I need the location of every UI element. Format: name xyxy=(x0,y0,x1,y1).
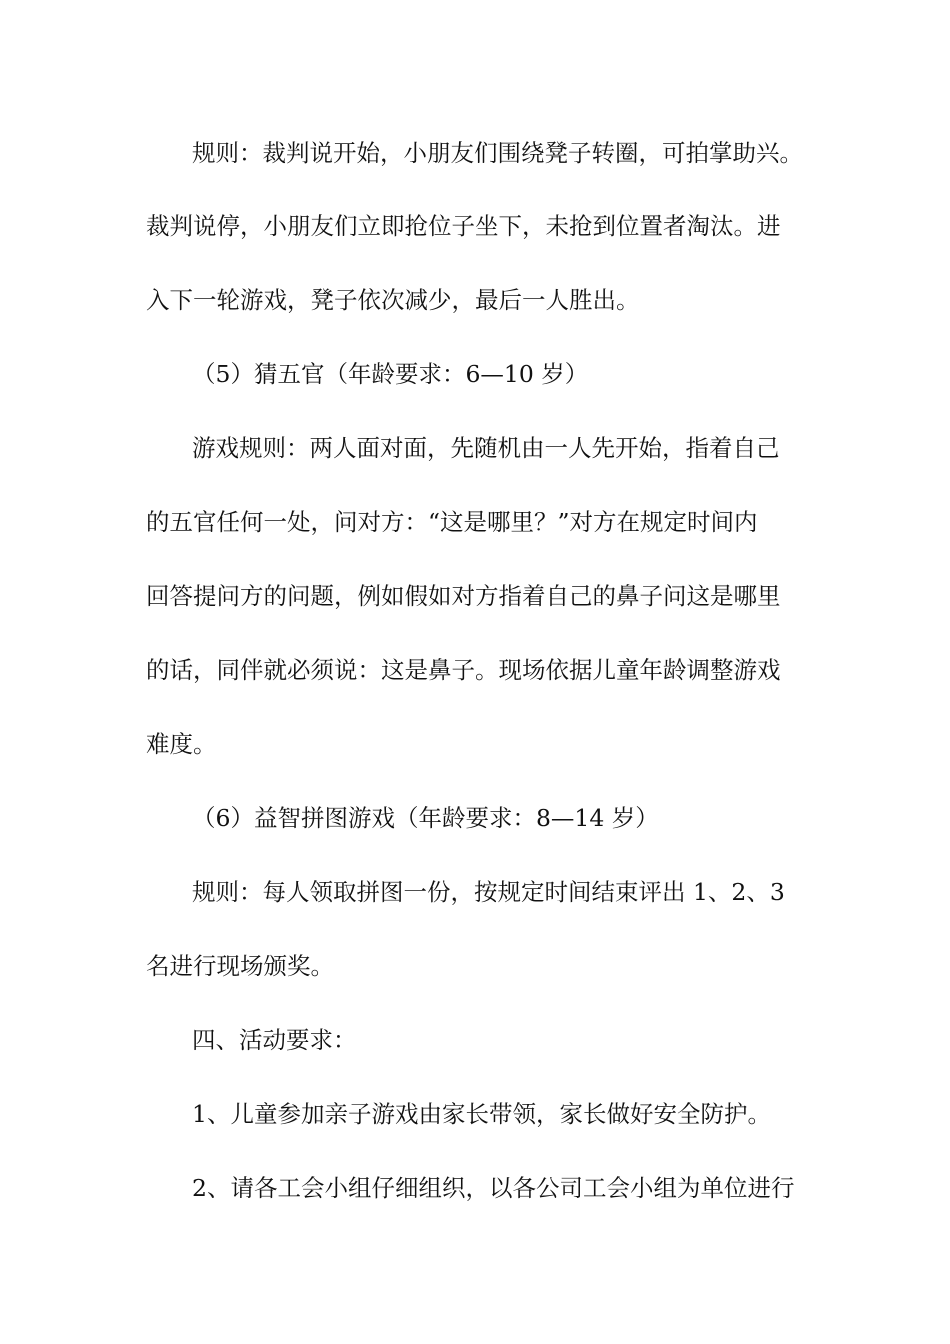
paragraph-line: 游戏规则：两人面对面，先随机由一人先开始，指着自己 xyxy=(192,434,780,462)
paragraph-line: 规则：裁判说开始，小朋友们围绕凳子转圈，可拍掌助兴。 xyxy=(192,139,803,167)
list-item: 1、儿童参加亲子游戏由家长带领，家长做好安全防护。 xyxy=(192,1100,771,1128)
paragraph-line: 回答提问方的问题，例如假如对方指着自己的鼻子问这是哪里 xyxy=(146,582,781,610)
paragraph-line: 规则：每人领取拼图一份，按规定时间结束评出 1、2、3 xyxy=(192,878,785,906)
section-heading: （6）益智拼图游戏（年龄要求：8—14 岁） xyxy=(192,804,659,832)
paragraph-line: 裁判说停，小朋友们立即抢位子坐下，未抢到位置者淘汰。进 xyxy=(146,212,781,240)
paragraph-line: 的五官任何一处，问对方：“这是哪里？”对方在规定时间内 xyxy=(146,508,758,536)
section-heading: （5）猜五官（年龄要求：6—10 岁） xyxy=(192,360,589,388)
paragraph-line: 入下一轮游戏，凳子依次减少，最后一人胜出。 xyxy=(146,286,640,314)
section-heading: 四、活动要求： xyxy=(192,1026,357,1054)
paragraph-line: 难度。 xyxy=(146,730,217,758)
paragraph-line: 名进行现场颁奖。 xyxy=(146,952,334,980)
paragraph-line: 的话，同伴就必须说：这是鼻子。现场依据儿童年龄调整游戏 xyxy=(146,656,781,684)
list-item: 2、请各工会小组仔细组织，以各公司工会小组为单位进行 xyxy=(192,1174,795,1202)
